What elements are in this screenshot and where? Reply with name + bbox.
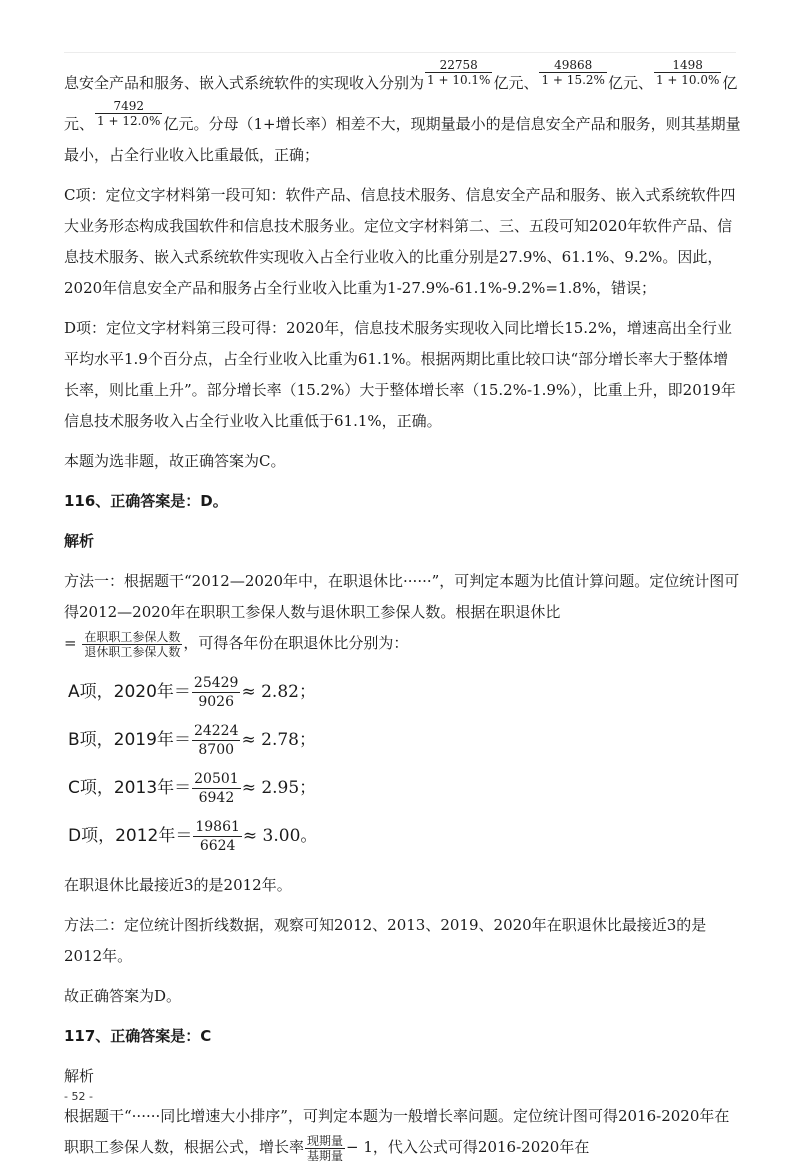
fraction: $\frac{22758}{1 + 10.1\%}$ — [427, 58, 491, 87]
fraction: $\frac{20501}{6942}$ — [194, 770, 239, 806]
option-row: A项，2020年＝ $\frac{25429}{9026}$ ≈ 2.82； — [68, 674, 316, 710]
paragraph-option-d: D项：定位文字材料第三段可得：2020年，信息技术服务实现收入同比增长15.2%，增速高出全行业平均水平1.9个百分点，占全行业收入比重为61.1%。根据两期比重比较口诀“部分增长率大于整体增长率，则比重上升”。部分增长率（15.2%）大于整体增长率（15.2%-1.9%），比重上升，即2019年信息技术服务收入占全行业收入比重低于61.1%，正确。 — [64, 319, 736, 430]
q116-method-two: 方法二：定位统计图折线数据，观察可知2012、2013、2019、2020年在职退休比最接近3的是2012年。 — [64, 916, 707, 965]
fraction: $\frac{49868}{1 + 15.2\%}$ — [541, 58, 605, 87]
growth-rate-fraction: $\frac{\text{现期量}}{\text{基期量}}$ — [307, 1133, 344, 1163]
option-row: D项，2012年＝ $\frac{19861}{6624}$ ≈ 3.00。 — [68, 818, 318, 854]
option-row: B项，2019年＝ $\frac{24224}{8700}$ ≈ 2.78； — [68, 722, 316, 758]
q117-answer-header: 117、正确答案是：C — [64, 1027, 212, 1045]
fraction: $\frac{25429}{9026}$ — [193, 674, 239, 710]
fraction: $\frac{24224}{8700}$ — [193, 722, 239, 758]
option-row: C项，2013年＝ $\frac{20501}{6942}$ ≈ 2.95； — [68, 770, 317, 806]
q116-analysis-label: 解析 — [64, 532, 95, 550]
fraction: $\frac{19861}{6624}$ — [195, 818, 240, 854]
paragraph-option-c: C项：定位文字材料第一段可知：软件产品、信息技术服务、信息安全产品和服务、嵌入式系统软件四大业务形态构成我国软件和信息技术服务业。定位文字材料第二、三、五段可知2020年软件产品、信息技术服务、嵌入式系统软件实现收入占全行业收入的比重分别是27.9%、61.1%、9.2%。因此，2020年信息安全产品和服务占全行业收入比重为1-27.9%-61.1%-9.2%=1.8%，错误； — [64, 186, 736, 297]
paragraph-b-continued: 息安全产品和服务、嵌入式系统软件的实现收入分别为 $\frac{22758}{1 + 10.1\%}$ 亿元、 $\frac{49868}{1 + 15.2\%}$ 亿元、 $\frac{1498}{1 + 10.0\%}$ 亿 元、 $\frac{7492}{1 + 12.0\%}$ 亿元。分母（1+增长率）相差不大，现期量最小的是信息安全产品和服务，则其基期量最小，占全行业收入比重最低，正确； — [64, 58, 741, 164]
fraction: $\frac{1498}{1 + 10.0\%}$ — [655, 58, 720, 87]
q117-text: 根据题干“······同比增速大小排序”，可判定本题为一般增长率问题。定位统计图可得2016-2020年在职职工参保人数，根据公式，增长率 $\frac{\text{现期量}}{\text{基期量}}$ − 1，代入公式可得2016-2020年在 — [64, 1107, 730, 1163]
ratio-fraction: $\frac{\text{在职职工参保人数}}{\text{退休职工参保人数}}$ — [84, 629, 181, 659]
header-rule — [64, 52, 736, 53]
q116-method-one: 方法一：根据题干“2012—2020年中，在职退休比······”，可判定本题为比值计算问题。定位统计图可得2012—2020年在职职工参保人数与退休职工参保人数。根据在职退休比 = $\frac{\text{在职职工参保人数}}{\text{退休职工参保人数}}$ ，可得各年份在职退休比分别为： — [64, 572, 740, 659]
q116-answer-header: 116、正确答案是：D。 — [64, 492, 228, 510]
q116-closest: 在职退休比最接近3的是2012年。 — [64, 876, 292, 894]
fraction: $\frac{7492}{1 + 12.0\%}$ — [97, 99, 161, 128]
q117-analysis-label: 解析 — [64, 1067, 95, 1085]
document-body — [64, 58, 742, 1172]
page-number: - 52 - — [64, 1090, 93, 1103]
q116-options — [64, 668, 742, 860]
paragraph-conclusion: 本题为选非题，故正确答案为C。 — [64, 452, 286, 470]
q116-final-answer: 故正确答案为D。 — [64, 987, 182, 1005]
